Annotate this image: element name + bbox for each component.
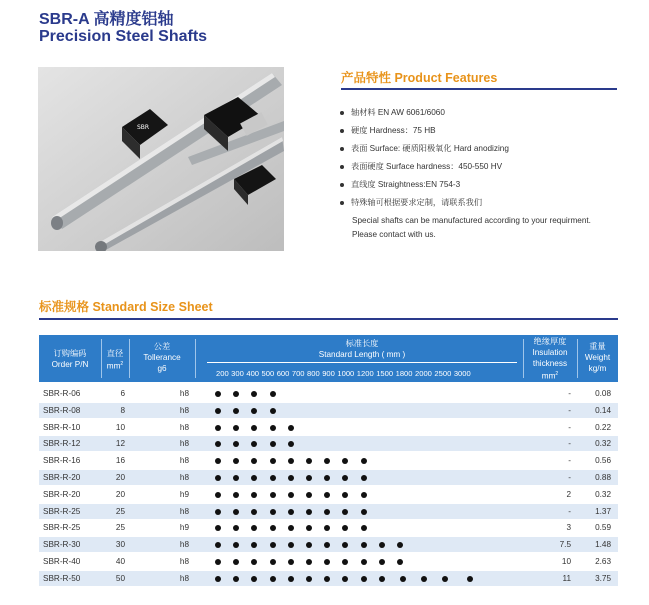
header-order: 订购编码 Order P/N: [51, 349, 89, 369]
length-available-dot: [233, 525, 239, 531]
header-length-rule: [207, 362, 517, 363]
length-available-dot: [442, 576, 448, 582]
cell-weight: 3.75: [595, 573, 611, 583]
length-label: 2500: [434, 369, 452, 378]
length-available-dot: [251, 441, 257, 447]
cell-order-pn: SBR-R-10: [43, 422, 81, 432]
cell-order-pn: SBR-R-16: [43, 456, 81, 466]
length-available-dot: [288, 492, 294, 498]
length-available-dot: [342, 576, 348, 582]
length-available-dot: [361, 458, 367, 464]
length-label: 300: [231, 369, 244, 378]
cell-order-pn: SBR-R-25: [43, 523, 81, 533]
cell-weight: 0.88: [595, 473, 611, 482]
table-row: [39, 420, 618, 435]
length-available-dot: [215, 525, 221, 531]
length-label: 3000: [453, 369, 471, 378]
cell-insulation: -: [568, 422, 571, 432]
length-available-dot: [342, 458, 348, 464]
length-available-dot: [306, 576, 312, 582]
length-available-dot: [288, 441, 294, 447]
cell-diameter: 25: [115, 506, 125, 516]
length-available-dot: [288, 525, 294, 531]
cell-weight: 0.08: [595, 389, 611, 398]
length-available-dot: [251, 408, 257, 414]
length-available-dot: [306, 525, 312, 531]
feature-item: 轴材料 EN AW 6061/6060: [339, 105, 509, 123]
length-available-dot: [270, 576, 276, 582]
features-divider: [341, 88, 617, 90]
length-available-dot: [251, 492, 257, 498]
length-available-dot: [288, 559, 294, 565]
length-available-dot: [400, 576, 406, 582]
length-available-dot: [306, 509, 312, 515]
cell-weight: 0.56: [595, 456, 611, 466]
length-label: 600: [276, 369, 290, 378]
table-row: [39, 453, 618, 468]
length-available-dot: [324, 525, 330, 531]
length-available-dot: [233, 542, 239, 548]
length-available-dot: [342, 525, 348, 531]
feature-item: 硬度 Hardness：75 HB: [339, 123, 509, 141]
cell-diameter: 6: [120, 389, 125, 398]
cell-diameter: 20: [115, 489, 125, 499]
length-available-dot: [215, 408, 221, 414]
length-available-dot: [233, 492, 239, 498]
length-available-dot: [270, 425, 276, 431]
cell-order-pn: SBR-R-12: [43, 439, 81, 449]
length-available-dot: [379, 559, 385, 565]
length-available-dot: [270, 525, 276, 531]
table-row: [39, 554, 618, 569]
length-available-dot: [361, 542, 367, 548]
table-row: [39, 436, 618, 451]
cell-tolerance: h8: [179, 506, 189, 516]
length-available-dot: [270, 559, 276, 565]
length-available-dot: [215, 441, 221, 447]
length-available-dot: [324, 458, 330, 464]
length-available-dot: [270, 391, 276, 397]
table-row: [39, 470, 618, 485]
cell-insulation: -: [568, 389, 571, 398]
cell-weight: 0.32: [595, 439, 611, 449]
header-tolerance: 公差 Tollerance g6: [143, 342, 181, 373]
cell-diameter: 12: [115, 439, 125, 449]
length-available-dot: [421, 576, 427, 582]
length-available-dot: [251, 576, 257, 582]
length-available-dot: [324, 559, 330, 565]
length-available-dot: [342, 559, 348, 565]
bullet-icon: [340, 201, 344, 205]
length-available-dot: [288, 509, 294, 515]
length-available-dot: [379, 576, 385, 582]
cell-tolerance: h8: [179, 540, 189, 550]
length-available-dot: [306, 559, 312, 565]
page-title: SBR-A 高精度铝轴: [39, 11, 174, 28]
cell-tolerance: h8: [179, 422, 189, 432]
cell-order-pn: SBR-R-40: [43, 557, 81, 566]
product-photo: [38, 67, 284, 251]
length-available-dot: [233, 576, 239, 582]
length-available-dot: [233, 441, 239, 447]
cell-weight: 0.32: [595, 489, 611, 499]
length-available-dot: [324, 542, 330, 548]
length-available-dot: [324, 509, 330, 515]
table-row: [39, 537, 618, 552]
length-available-dot: [467, 576, 473, 582]
length-label: 1200: [356, 369, 374, 378]
length-label: 900: [322, 369, 335, 378]
bullet-icon: [340, 147, 344, 151]
header-insulation: 绝缘厚度 Insulation thickness $mm^2$: [532, 337, 568, 381]
length-available-dot: [379, 542, 385, 548]
length-available-dot: [306, 475, 312, 481]
length-available-dot: [361, 475, 367, 481]
table-row: [39, 504, 618, 519]
length-available-dot: [215, 559, 221, 565]
bullet-icon: [340, 111, 344, 115]
length-label: 1800: [395, 369, 413, 378]
features-heading: 产品特性 Product Features: [341, 71, 498, 85]
length-label: 200: [216, 369, 229, 378]
feature-item: 直线度 Straightness:EN 754-3: [339, 177, 509, 195]
cell-tolerance: h8: [179, 557, 189, 566]
cell-insulation: -: [568, 506, 571, 516]
cell-tolerance: h8: [179, 573, 189, 583]
length-available-dot: [270, 492, 276, 498]
length-available-dot: [270, 542, 276, 548]
length-available-dot: [306, 458, 312, 464]
length-available-dot: [215, 391, 221, 397]
table-row: [39, 403, 618, 418]
length-available-dot: [233, 391, 239, 397]
length-available-dot: [233, 475, 239, 481]
length-labels: [216, 369, 471, 378]
length-available-dot: [324, 576, 330, 582]
cell-insulation: -: [568, 473, 571, 482]
cell-insulation: -: [568, 456, 571, 466]
length-available-dot: [342, 492, 348, 498]
length-available-dot: [288, 542, 294, 548]
cell-tolerance: h8: [179, 473, 189, 482]
length-available-dot: [324, 475, 330, 481]
cell-order-pn: SBR-R-30: [43, 540, 81, 550]
cell-diameter: 10: [115, 422, 125, 432]
length-available-dot: [361, 509, 367, 515]
length-available-dot: [397, 559, 403, 565]
cell-weight: 1.37: [595, 506, 611, 516]
feature-item: 表面硬度 Surface hardness：450-550 HV: [339, 159, 509, 177]
cell-diameter: 8: [120, 405, 125, 415]
length-available-dot: [361, 492, 367, 498]
table-row: [39, 487, 618, 502]
length-available-dot: [215, 492, 221, 498]
custom-shaft-note: Special shafts can be manufactured according to your requirment. Please contact with us.: [352, 216, 591, 239]
length-available-dot: [251, 458, 257, 464]
cell-tolerance: h9: [179, 489, 189, 499]
length-available-dot: [361, 525, 367, 531]
length-available-dot: [251, 391, 257, 397]
length-available-dot: [306, 492, 312, 498]
length-available-dot: [361, 559, 367, 565]
table-row: [39, 571, 618, 586]
length-available-dot: [215, 542, 221, 548]
length-available-dot: [251, 542, 257, 548]
cell-tolerance: h8: [179, 456, 189, 466]
cell-diameter: 50: [115, 573, 125, 583]
length-available-dot: [251, 475, 257, 481]
bullet-icon: [340, 129, 344, 133]
length-available-dot: [215, 458, 221, 464]
cell-diameter: 16: [115, 456, 125, 466]
length-available-dot: [215, 509, 221, 515]
cell-order-pn: SBR-R-20: [43, 489, 81, 499]
length-available-dot: [270, 475, 276, 481]
bullet-icon: [340, 165, 344, 169]
length-label: 1500: [376, 369, 394, 378]
length-available-dot: [233, 559, 239, 565]
length-available-dot: [270, 408, 276, 414]
cell-tolerance: h8: [179, 439, 189, 449]
length-available-dot: [342, 475, 348, 481]
length-label: 700: [291, 369, 305, 378]
page-subtitle: Precision Steel Shafts: [39, 28, 208, 45]
length-label: 1000: [337, 369, 355, 378]
bullet-icon: [340, 183, 344, 187]
cell-insulation: 11: [562, 573, 571, 583]
size-sheet-divider: [39, 318, 618, 320]
length-available-dot: [215, 475, 221, 481]
feature-item: 表面 Surface: 硬质阳极氧化 Hard anodizing: [339, 141, 509, 159]
length-available-dot: [233, 458, 239, 464]
length-available-dot: [342, 509, 348, 515]
length-available-dot: [306, 542, 312, 548]
cell-insulation: 3: [566, 523, 571, 533]
cell-insulation: 7.5: [559, 540, 571, 550]
length-available-dot: [233, 408, 239, 414]
table-row: [39, 520, 618, 535]
cell-order-pn: SBR-R-08: [43, 405, 81, 415]
length-available-dot: [251, 509, 257, 515]
cell-order-pn: SBR-R-20: [43, 473, 81, 482]
length-available-dot: [397, 542, 403, 548]
cell-insulation: -: [568, 439, 571, 449]
header-length: 标准长度 Standard Length ( mm ): [318, 339, 406, 359]
header-separator: [195, 339, 196, 378]
cell-order-pn: SBR-R-25: [43, 506, 81, 516]
length-available-dot: [324, 492, 330, 498]
cell-order-pn: SBR-R-06: [43, 389, 81, 398]
length-label: 500: [261, 369, 275, 378]
header-weight: 重量 Weight kg/m: [584, 342, 611, 373]
cell-weight: 0.14: [595, 405, 611, 415]
cell-weight: 2.63: [595, 557, 611, 566]
length-available-dot: [251, 425, 257, 431]
length-label: 2000: [415, 369, 432, 378]
cell-diameter: 40: [115, 557, 125, 566]
length-available-dot: [342, 542, 348, 548]
length-available-dot: [288, 475, 294, 481]
cell-tolerance: h8: [179, 405, 189, 415]
length-available-dot: [270, 441, 276, 447]
size-sheet-heading: 标准规格 Standard Size Sheet: [39, 300, 213, 314]
size-table-header: [39, 335, 618, 382]
length-available-dot: [215, 576, 221, 582]
cell-insulation: -: [568, 405, 571, 415]
length-label: 800: [307, 369, 320, 378]
cell-insulation: 2: [566, 489, 571, 499]
slider-brand-text: SBR: [137, 124, 150, 131]
feature-item: 特殊轴可根据要求定制，请联系我们: [339, 195, 509, 213]
header-diameter: 直径 $mm^2$: [106, 349, 124, 371]
cell-insulation: 10: [561, 557, 571, 566]
cell-diameter: 30: [115, 540, 125, 550]
length-available-dot: [288, 458, 294, 464]
length-available-dot: [270, 458, 276, 464]
length-available-dot: [270, 509, 276, 515]
cell-order-pn: SBR-R-50: [43, 573, 81, 583]
cell-diameter: 20: [115, 473, 125, 482]
length-available-dot: [251, 525, 257, 531]
cell-weight: 0.22: [595, 422, 611, 432]
cell-weight: 0.59: [595, 523, 611, 533]
length-available-dot: [233, 425, 239, 431]
length-available-dot: [361, 576, 367, 582]
length-available-dot: [251, 559, 257, 565]
cell-tolerance: h9: [179, 523, 189, 533]
length-available-dot: [288, 425, 294, 431]
length-label: 400: [246, 369, 260, 378]
cell-tolerance: h8: [179, 389, 189, 398]
features-list: [339, 105, 509, 213]
length-available-dot: [288, 576, 294, 582]
length-available-dot: [233, 509, 239, 515]
table-row: [39, 386, 618, 401]
cell-diameter: 25: [115, 523, 125, 533]
length-available-dot: [215, 425, 221, 431]
cell-weight: 1.48: [595, 540, 611, 550]
